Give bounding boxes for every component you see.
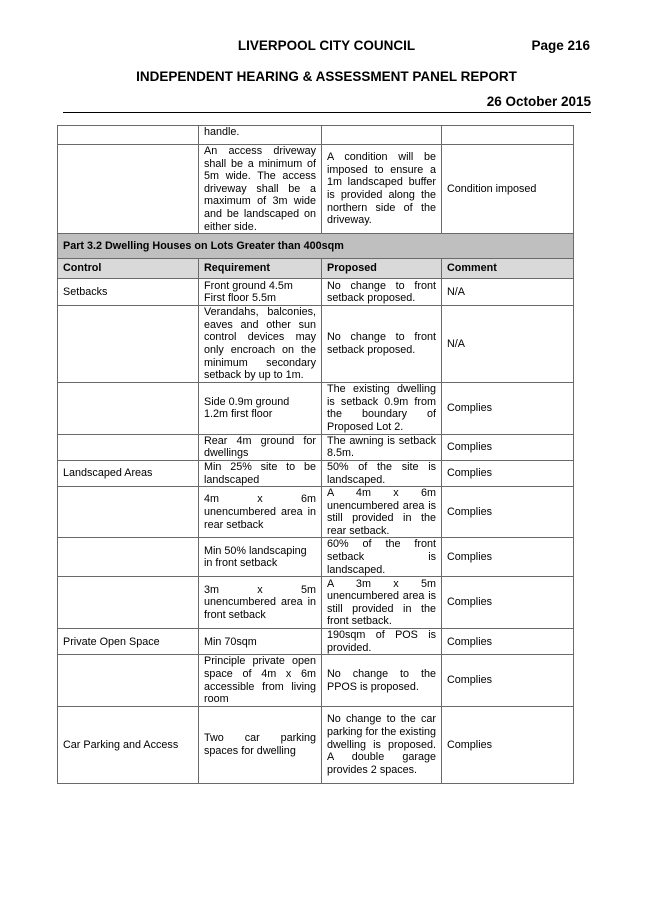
comment-cell: N/A	[442, 279, 574, 306]
proposed-cell: The existing dwelling is setback 0.9m from the boundary of Proposed Lot 2.	[322, 382, 442, 434]
comment-cell: Complies	[442, 655, 574, 706]
control-cell: Car Parking and Access	[58, 706, 199, 783]
comment-cell: Complies	[442, 382, 574, 434]
proposed-cell: 50% of the site is landscaped.	[322, 460, 442, 486]
comment-cell: Complies	[442, 706, 574, 783]
control-cell	[58, 577, 199, 629]
column-header-comment: Comment	[442, 259, 574, 279]
proposed-cell: A condition will be imposed to ensure a 1m landscaped buffer is provided along the northern side of the driveway.	[322, 145, 442, 234]
requirement-cell	[199, 279, 322, 306]
control-cell	[58, 306, 199, 383]
comment-cell: Complies	[442, 577, 574, 629]
proposed-cell: No change to the PPOS is proposed.	[322, 655, 442, 706]
requirement-cell: Principle private open space of 4m x 6m accessible from living room	[199, 655, 322, 706]
table-row	[58, 460, 574, 486]
comment-cell: Complies	[442, 460, 574, 486]
requirement-cell: handle.	[199, 126, 322, 145]
comment-cell	[442, 126, 574, 145]
table-row	[58, 145, 574, 234]
requirement-cell: 4m x 6m unencumbered area in rear setback	[199, 487, 322, 538]
proposed-cell: 60% of the front setback is landscaped.	[322, 538, 442, 577]
requirement-cell: Min 70sqm	[199, 629, 322, 655]
requirement-text: Side 0.9m ground 1.2m first floor	[204, 395, 290, 421]
control-cell: Landscaped Areas	[58, 460, 199, 486]
proposed-cell: A 4m x 6m unencumbered area is still provided in the rear setback.	[322, 487, 442, 538]
proposed-cell: No change to front setback proposed.	[322, 306, 442, 383]
proposed-cell: A 3m x 5m unencumbered area is still provided in the front setback.	[322, 577, 442, 629]
assessment-table	[57, 125, 574, 784]
requirement-cell: Two car parking spaces for dwelling	[199, 706, 322, 783]
table-row	[58, 706, 574, 783]
section-title: Part 3.2 Dwelling Houses on Lots Greater than 400sqm	[58, 234, 574, 259]
council-name: LIVERPOOL CITY COUNCIL	[237, 38, 416, 53]
table-row	[58, 279, 574, 306]
proposed-cell	[322, 126, 442, 145]
report-title: INDEPENDENT HEARING & ASSESSMENT PANEL REPORT	[136, 69, 517, 84]
table-row	[58, 382, 574, 434]
proposed-cell: 190sqm of POS is provided.	[322, 629, 442, 655]
table-row	[58, 487, 574, 538]
comment-cell: Complies	[442, 487, 574, 538]
column-header-requirement: Requirement	[199, 259, 322, 279]
requirement-cell: 3m x 5m unencumbered area in front setback	[199, 577, 322, 629]
comment-cell: Condition imposed	[442, 145, 574, 234]
control-cell	[58, 382, 199, 434]
requirement-cell: Verandahs, balconies, eaves and other sun control devices may only encroach on the minimum secondary setback by up to 1m.	[199, 306, 322, 383]
comment-cell: N/A	[442, 306, 574, 383]
table-row	[58, 434, 574, 460]
page-number: Page 216	[531, 38, 590, 53]
header-divider	[63, 112, 591, 113]
proposed-cell: No change to front setback proposed.	[322, 279, 442, 306]
report-date: 26 October 2015	[486, 94, 591, 109]
table-row	[58, 577, 574, 629]
control-cell: Setbacks	[58, 279, 199, 306]
control-cell	[58, 538, 199, 577]
control-cell	[58, 655, 199, 706]
requirement-cell: Min 50% landscaping in front setback	[199, 538, 322, 577]
control-cell: Private Open Space	[58, 629, 199, 655]
control-cell	[58, 145, 199, 234]
table-row	[58, 538, 574, 577]
comment-cell: Complies	[442, 538, 574, 577]
requirement-cell	[199, 382, 322, 434]
control-cell	[58, 434, 199, 460]
control-cell	[58, 126, 199, 145]
comment-cell: Complies	[442, 434, 574, 460]
requirement-cell: An access driveway shall be a minimum of 5m wide. The access driveway shall be a maximum of 3m wide and be landscaped on either side.	[199, 145, 322, 234]
proposed-cell: No change to the car parking for the existing dwelling is proposed. A double garage provides 2 spaces.	[322, 706, 442, 783]
control-cell	[58, 487, 199, 538]
column-header-control: Control	[58, 259, 199, 279]
column-header-row	[58, 259, 574, 279]
requirement-cell: Min 25% site to be landscaped	[199, 460, 322, 486]
table-row	[58, 655, 574, 706]
table-row	[58, 629, 574, 655]
column-header-proposed: Proposed	[322, 259, 442, 279]
table-row	[58, 126, 574, 145]
table-row	[58, 306, 574, 383]
section-heading-row	[58, 234, 574, 259]
comment-cell: Complies	[442, 629, 574, 655]
proposed-cell: The awning is setback 8.5m.	[322, 434, 442, 460]
requirement-text: Front ground 4.5m First floor 5.5m	[204, 279, 293, 305]
requirement-cell: Rear 4m ground for dwellings	[199, 434, 322, 460]
